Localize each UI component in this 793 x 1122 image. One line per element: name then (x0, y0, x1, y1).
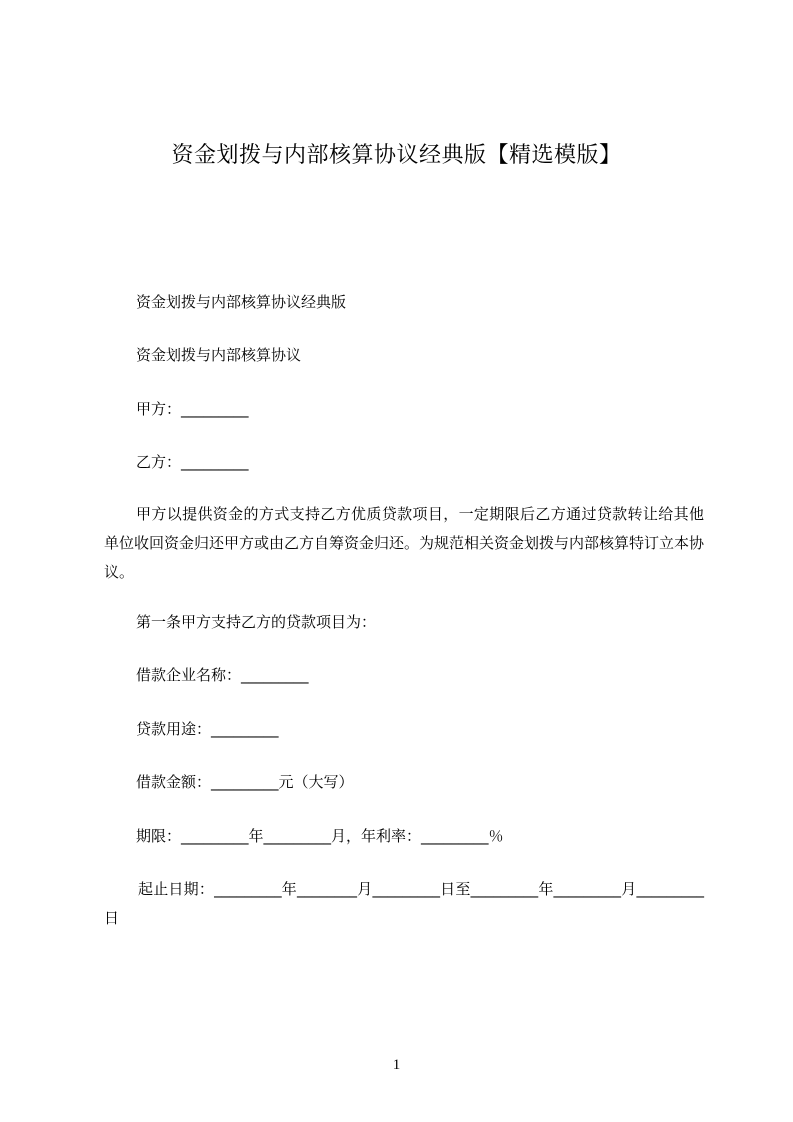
term-and-rate-field: 期限：_________年_________月，年利率：_________％ (136, 827, 504, 845)
document-title: 资金划拨与内部核算协议经典版【精选模版】 (171, 143, 622, 168)
loan-purpose-field: 贷款用途：_________ (136, 720, 279, 738)
agreement-name: 资金划拨与内部核算协议 (136, 346, 302, 364)
document-subtitle: 资金划拨与内部核算协议经典版 (136, 293, 347, 311)
date-range-field: 起止日期：_________年________月_________日至_________年_________月_________日 (104, 880, 704, 927)
borrower-name-field: 借款企业名称：_________ (136, 666, 309, 684)
party-a-field: 甲方：_________ (136, 400, 249, 418)
article-1-heading: 第一条甲方支持乙方的贷款项目为： (136, 613, 377, 631)
intro-paragraph: 甲方以提供资金的方式支持乙方优质贷款项目，一定期限后乙方通过贷款转让给其他单位收回资金归还甲方或由乙方自筹资金归还。为规范相关资金划拨与内部核算特订立本协议。 (104, 505, 705, 581)
loan-amount-field: 借款金额：_________元（大写） (136, 773, 354, 791)
party-b-field: 乙方：_________ (136, 453, 249, 471)
page-number: 1 (392, 1057, 401, 1073)
